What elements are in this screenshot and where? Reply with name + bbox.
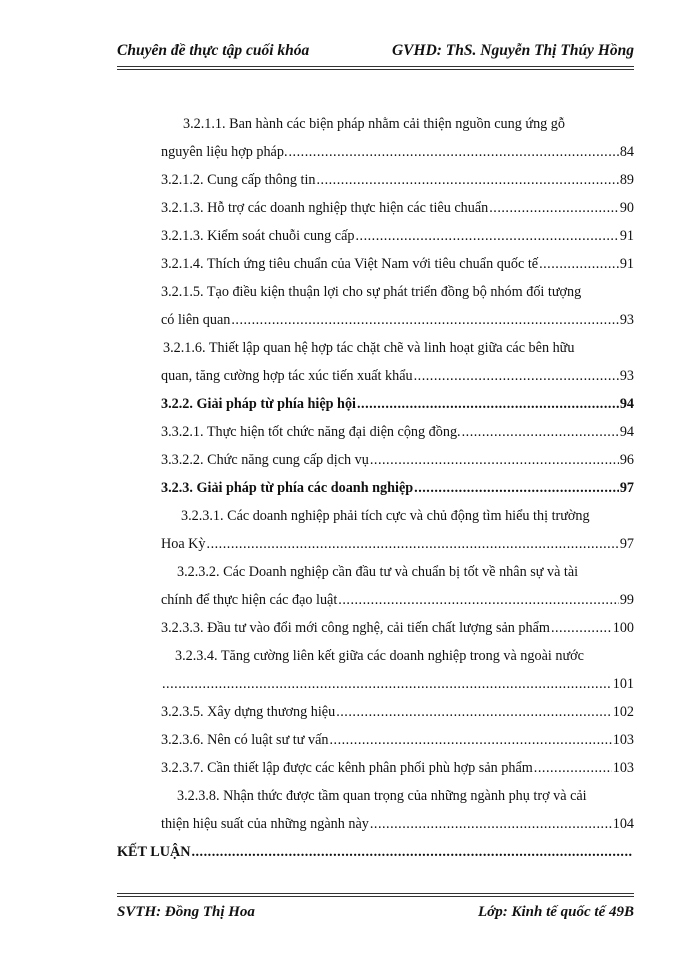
leader-dots <box>191 842 633 862</box>
toc-page-number: 93 <box>619 312 634 328</box>
leader-dots <box>534 758 612 778</box>
toc-entry-text: 3.2.3.5. Xây dựng thương hiệu <box>161 704 336 720</box>
toc-line <box>161 702 634 722</box>
toc-line <box>161 758 634 778</box>
footer-student: SVTH: Đồng Thị Hoa <box>117 904 255 920</box>
toc-line <box>161 814 634 834</box>
toc-line <box>161 254 634 274</box>
toc-page-number: 97 <box>619 536 634 552</box>
toc-entry-text: 3.2.1.6. Thiết lập quan hệ hợp tác chặt chẽ và linh hoạt giữa các bên hữu <box>163 340 575 356</box>
toc-page-number: 101 <box>612 676 634 692</box>
toc-entry-text: chính để thực hiện các đạo luật <box>161 592 338 608</box>
leader-dots <box>162 674 612 694</box>
toc-line <box>175 646 584 666</box>
leader-dots <box>462 422 619 442</box>
toc-line-conclusion <box>117 842 634 862</box>
toc-entry-text: 3.2.1.1. Ban hành các biện pháp nhằm cải thiện nguồn cung ứng gỗ <box>183 116 565 132</box>
leader-dots <box>289 142 619 162</box>
toc-entry-text: 3.2.3.7. Cần thiết lập được các kênh phân phối phù hợp sản phẩm <box>161 760 533 776</box>
toc-entry-text: 3.2.2. Giải pháp từ phía hiệp hội <box>161 396 356 412</box>
leader-dots <box>357 394 619 414</box>
toc-page-number: 103 <box>612 760 634 776</box>
leader-dots <box>355 226 618 246</box>
toc-entry-text: 3.2.3.3. Đầu tư vào đổi mới công nghệ, cải tiến chất lượng sản phẩm <box>161 620 550 636</box>
toc-line <box>177 786 587 806</box>
toc-page-number: 90 <box>619 200 634 216</box>
toc-entry-text: KẾT LUẬN <box>117 844 191 860</box>
toc-page-number: 104 <box>612 816 634 832</box>
toc-line <box>161 226 634 246</box>
toc-line <box>161 590 634 610</box>
toc-entry-text: nguyên liệu hợp pháp. <box>161 144 288 160</box>
toc-entry-text: thiện hiệu suất của những ngành này <box>161 816 369 832</box>
toc-line <box>161 618 634 638</box>
leader-dots <box>489 198 619 218</box>
toc-entry-text: 3.2.1.5. Tạo điều kiện thuận lợi cho sự phát triển đồng bộ nhóm đối tượng <box>161 284 582 300</box>
toc-entry-text: 3.2.3. Giải pháp từ phía các doanh nghiệp <box>161 480 414 496</box>
footer-rule <box>117 893 634 897</box>
toc-page-number: 100 <box>612 620 634 636</box>
leader-dots <box>329 730 611 750</box>
toc-line <box>161 310 634 330</box>
toc-line <box>163 338 574 358</box>
toc-line <box>181 506 590 526</box>
toc-line <box>161 422 634 442</box>
toc-line <box>161 198 634 218</box>
toc-line <box>177 562 578 582</box>
header-title: Chuyên đề thực tập cuối khóa <box>117 42 310 59</box>
leader-dots <box>316 170 618 190</box>
toc-page-number: 99 <box>619 592 634 608</box>
leader-dots <box>414 478 619 498</box>
leader-dots <box>207 534 619 554</box>
toc-page-number: 89 <box>619 172 634 188</box>
toc-entry-text: 3.2.1.3. Kiểm soát chuỗi cung cấp <box>161 228 355 244</box>
leader-dots <box>231 310 618 330</box>
leader-dots <box>370 450 619 470</box>
leader-dots <box>336 702 612 722</box>
toc-line <box>161 674 634 694</box>
toc-line-section <box>161 394 634 414</box>
toc-entry-text: Hoa Kỳ <box>161 536 206 552</box>
footer-class: Lớp: Kinh tế quốc tế 49B <box>478 904 634 920</box>
toc-entry-text: 3.2.1.2. Cung cấp thông tin <box>161 172 316 188</box>
leader-dots <box>370 814 612 834</box>
toc-page-number: 91 <box>619 228 634 244</box>
toc-entry-text: 3.2.3.6. Nên có luật sư tư vấn <box>161 732 329 748</box>
toc-entry-text: 3.2.3.8. Nhận thức được tầm quan trọng của những ngành phụ trợ và cải <box>177 788 587 804</box>
toc-line <box>183 114 565 134</box>
toc-entry-text: có liên quan <box>161 312 231 328</box>
page-footer <box>117 904 634 926</box>
toc-entry-text: quan, tăng cường hợp tác xúc tiến xuất khẩu <box>161 368 413 384</box>
toc-page-number: 94 <box>619 424 634 440</box>
toc-entry-text: 3.3.2.2. Chức năng cung cấp dịch vụ <box>161 452 369 468</box>
toc-entry-text: 3.2.3.4. Tăng cường liên kết giữa các doanh nghiệp trong và ngoài nước <box>175 648 584 664</box>
toc-line <box>161 730 634 750</box>
toc-line-section <box>161 478 634 498</box>
toc-line <box>161 450 634 470</box>
toc-line <box>161 534 634 554</box>
toc-page-number: 96 <box>619 452 634 468</box>
leader-dots <box>414 366 619 386</box>
toc-page-number: 102 <box>612 704 634 720</box>
toc-page-number: 97 <box>619 480 634 496</box>
leader-dots <box>338 590 619 610</box>
leader-dots <box>539 254 619 274</box>
toc-page-number: 91 <box>619 256 634 272</box>
toc-entry-text: 3.2.3.2. Các Doanh nghiệp cần đầu tư và chuẩn bị tốt về nhân sự và tài <box>177 564 579 580</box>
toc-line <box>161 170 634 190</box>
toc-entry-text: 3.2.1.4. Thích ứng tiêu chuẩn của Việt Nam với tiêu chuẩn quốc tế <box>161 256 539 272</box>
toc-entry-text: 3.3.2.1. Thực hiện tốt chức năng đại diện cộng đồng. <box>161 424 461 440</box>
toc-line <box>161 366 634 386</box>
toc-page-number: 93 <box>619 368 634 384</box>
header-supervisor: GVHD: ThS. Nguyễn Thị Thúy Hồng <box>391 42 634 59</box>
leader-dots <box>551 618 612 638</box>
toc-page-number: 84 <box>619 144 634 160</box>
toc-entry-text: 3.2.3.1. Các doanh nghiệp phải tích cực và chủ động tìm hiểu thị trường <box>181 508 590 524</box>
toc-page-number: 94 <box>619 396 634 412</box>
toc-entry-text: 3.2.1.3. Hỗ trợ các doanh nghiệp thực hiện các tiêu chuẩn <box>161 200 489 216</box>
toc-page-number: 103 <box>612 732 634 748</box>
toc-line <box>161 142 634 162</box>
toc-line <box>161 282 581 302</box>
